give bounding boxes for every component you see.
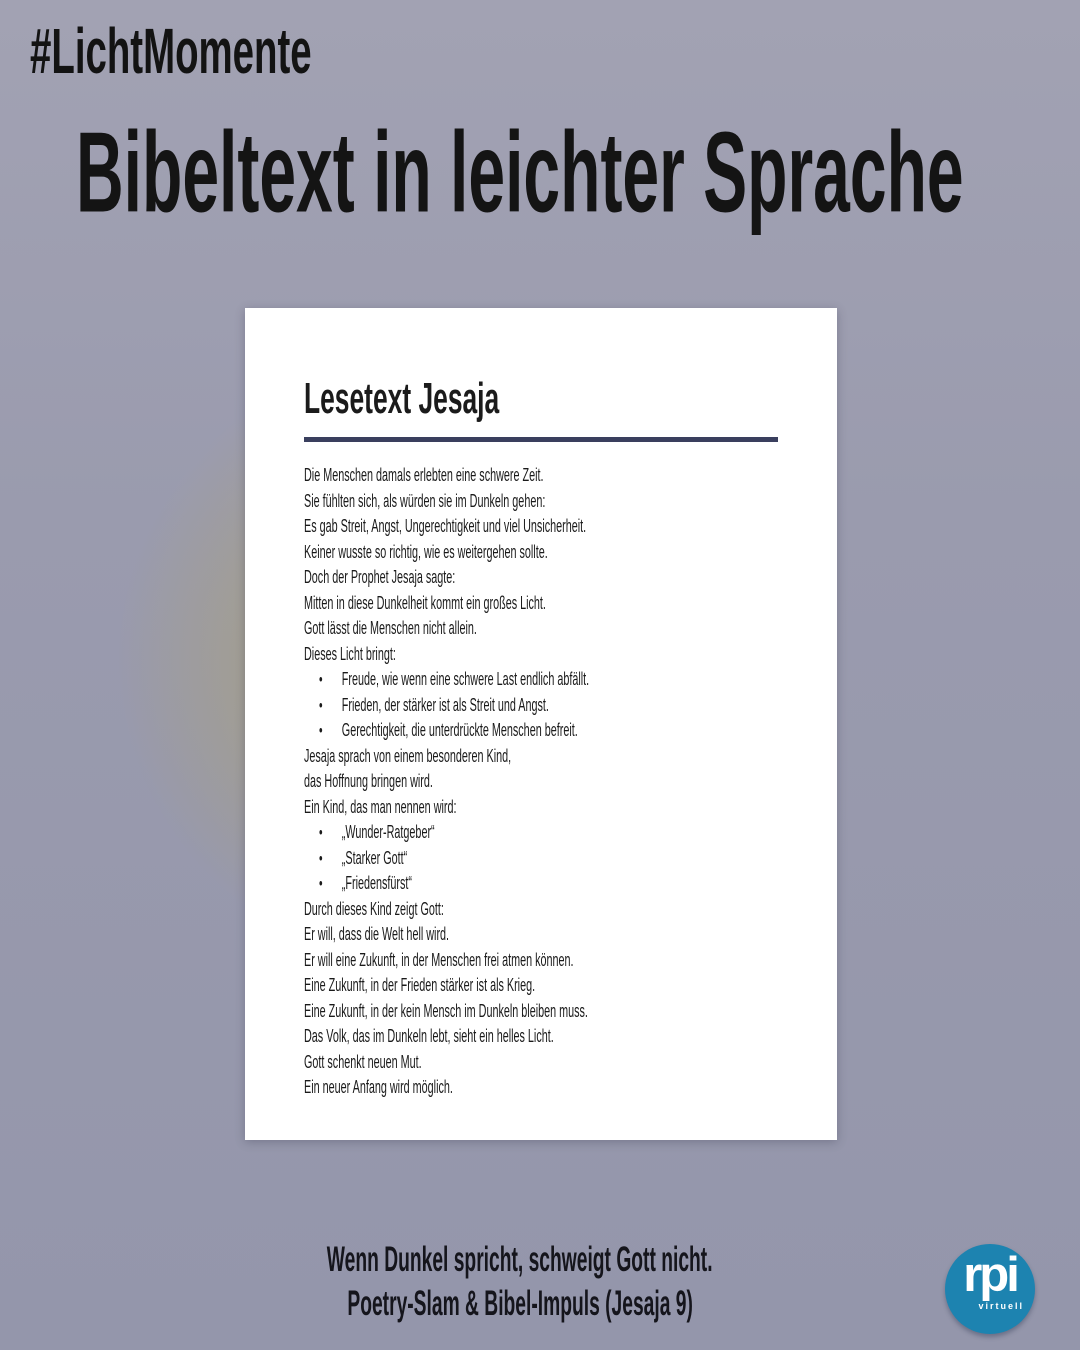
- reading-line-text: Ein Kind, das man nennen wird:: [304, 796, 457, 817]
- reading-line-text: Durch dieses Kind zeigt Gott:: [304, 898, 444, 919]
- reading-line: [304, 973, 778, 999]
- reading-line: [304, 540, 778, 566]
- reading-line-text: • Gerechtigkeit, die unterdrückte Menschen befreit.: [319, 718, 578, 744]
- reading-bullet-item: [304, 667, 778, 693]
- reading-line-text: das Hoffnung bringen wird.: [304, 771, 433, 791]
- tagline-line-1-text: Wenn Dunkel spricht, schweigt Gott nicht.: [327, 1240, 713, 1279]
- reading-line: [304, 591, 778, 617]
- reading-line: [304, 1075, 778, 1101]
- reading-line-text: Er will eine Zukunft, in der Menschen frei atmen können.: [304, 949, 574, 970]
- reading-line-text: Keiner wusste so richtig, wie es weitergehen sollte.: [304, 541, 548, 562]
- reading-line: [304, 897, 778, 923]
- hashtag-text: #LichtMomente: [30, 15, 312, 87]
- reading-line: [304, 769, 778, 795]
- reading-line-text: Ein neuer Anfang wird möglich.: [304, 1077, 453, 1097]
- reading-line-text: Jesaja sprach von einem besonderen Kind,: [304, 745, 512, 766]
- card-heading: [304, 374, 778, 423]
- reading-line-text: Eine Zukunft, in der kein Mensch im Dunkeln bleiben muss.: [304, 1000, 588, 1021]
- tagline-line-2-text: Poetry-Slam & Bibel-Impuls (Jesaja 9): [347, 1284, 693, 1323]
- reading-line: [304, 948, 778, 974]
- reading-line: [304, 795, 778, 821]
- page-title-text: Bibeltext in leichter Sprache: [76, 108, 964, 237]
- heading-divider: [304, 437, 778, 442]
- reading-line: [304, 463, 778, 489]
- reading-line-text: Es gab Streit, Angst, Ungerechtigkeit und viel Unsicherheit.: [304, 516, 587, 536]
- rpi-virtuell-logo: [945, 1244, 1035, 1334]
- logo-text: rpi: [963, 1248, 1017, 1302]
- reading-text: [304, 463, 778, 1101]
- reading-line-text: Die Menschen damals erlebten eine schwere Zeit.: [304, 465, 544, 485]
- reading-line: [304, 744, 778, 770]
- reading-line: [304, 999, 778, 1025]
- reading-line: [304, 922, 778, 948]
- reading-line-text: Eine Zukunft, in der Frieden stärker ist als Krieg.: [304, 975, 536, 995]
- reading-bullet-item: [304, 871, 778, 897]
- logo-subtext: virtuell: [978, 1301, 1024, 1311]
- reading-line: [304, 514, 778, 540]
- reading-bullet-item: [304, 693, 778, 719]
- reading-line: [304, 1050, 778, 1076]
- page-title: [76, 108, 1080, 237]
- reading-line-text: Das Volk, das im Dunkeln lebt, sieht ein helles Licht.: [304, 1026, 554, 1046]
- card-heading-text: Lesetext Jesaja: [304, 374, 500, 423]
- reading-line-text: • „Friedensfürst“: [319, 871, 412, 897]
- reading-line-text: Gott lässt die Menschen nicht allein.: [304, 618, 477, 638]
- reading-line: [304, 489, 778, 515]
- reading-line-text: Doch der Prophet Jesaja sagte:: [304, 567, 456, 587]
- reading-line-text: Gott schenkt neuen Mut.: [304, 1051, 422, 1072]
- reading-line-text: • Freude, wie wenn eine schwere Last endlich abfällt.: [319, 667, 589, 693]
- reading-line-text: Er will, dass die Welt hell wird.: [304, 924, 450, 944]
- reading-line: [304, 616, 778, 642]
- reading-line: [304, 565, 778, 591]
- reading-bullet-item: [304, 846, 778, 872]
- reading-line-text: • Frieden, der stärker ist als Streit und Angst.: [319, 693, 549, 719]
- reading-line: [304, 1024, 778, 1050]
- reading-line-text: Mitten in diese Dunkelheit kommt ein großes Licht.: [304, 592, 546, 613]
- tagline-line-1: [0, 1238, 1040, 1282]
- reading-line-text: • „Wunder-Ratgeber“: [319, 820, 435, 846]
- tagline-line-2: [0, 1282, 1040, 1326]
- reading-bullet-item: [304, 718, 778, 744]
- reading-bullet-item: [304, 820, 778, 846]
- reading-line-text: Dieses Licht bringt:: [304, 643, 396, 664]
- hashtag-label: [30, 16, 499, 86]
- reading-line-text: Sie fühlten sich, als würden sie im Dunkeln gehen:: [304, 490, 546, 511]
- footer-tagline: [0, 1238, 1040, 1326]
- reading-card: [245, 308, 837, 1140]
- reading-line: [304, 642, 778, 668]
- reading-line-text: • „Starker Gott“: [319, 846, 407, 872]
